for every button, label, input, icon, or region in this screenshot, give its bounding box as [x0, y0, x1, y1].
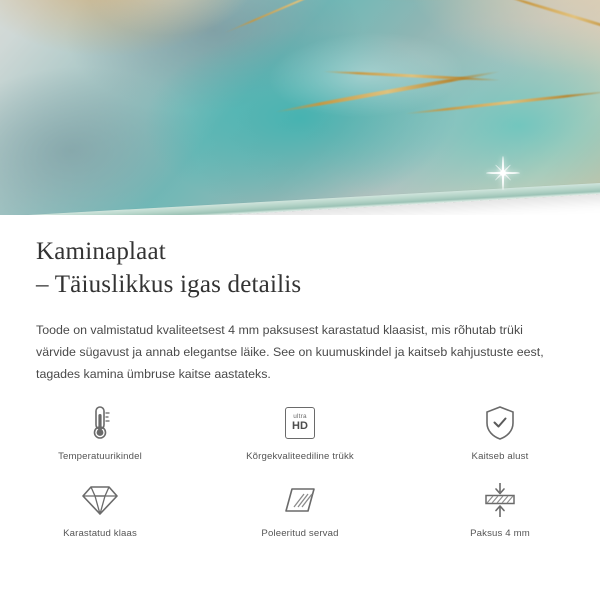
feature-polished-edges: [200, 472, 400, 549]
feature-label: Poleeritud servad: [261, 528, 339, 539]
hero-image-section: [0, 0, 600, 215]
headline-line-1: Kaminaplaat: [36, 238, 166, 265]
ultra-hd-badge-bottom: HD: [292, 420, 308, 433]
feature-thickness: [400, 472, 600, 549]
feature-label: Kõrgekvaliteediline trükk: [246, 451, 354, 462]
feature-label: Karastatud klaas: [63, 528, 137, 539]
feature-high-quality-print: [200, 395, 400, 472]
shield-check-icon: [483, 401, 517, 445]
polished-edges-icon: [282, 478, 318, 522]
headline-line-2: – Täiuslikkus igas detailis: [36, 271, 302, 298]
glass-panel: [0, 0, 600, 215]
text-content: [0, 215, 600, 385]
ultra-hd-badge-top: ultra: [293, 412, 307, 420]
diamond-icon: [81, 478, 119, 522]
feature-protects-surface: [400, 395, 600, 472]
description-paragraph: Toode on valmistatud kvaliteetsest 4 mm paksusest karastatud klaasist, mis rõhutab trüki värvide sügavust ja annab elegantse läike. See on kuumuskindel ja kaitseb kahjustuste eest, tagades kamina ümbruse kaitse aastateks.: [36, 323, 544, 381]
feature-tempered-glass: [0, 472, 200, 549]
feature-temperature-resistant: [0, 395, 200, 472]
feature-label: Paksus 4 mm: [470, 528, 530, 539]
feature-label: Kaitseb alust: [471, 451, 529, 462]
footer-spacer: [0, 576, 600, 600]
thickness-icon: [481, 478, 519, 522]
thermometer-icon: [85, 401, 115, 445]
hero-image-clip: [0, 0, 600, 215]
feature-grid: [0, 395, 600, 549]
feature-label: Temperatuurikindel: [58, 451, 142, 462]
page-title: [0, 215, 600, 301]
ultra-hd-icon: [285, 401, 315, 445]
